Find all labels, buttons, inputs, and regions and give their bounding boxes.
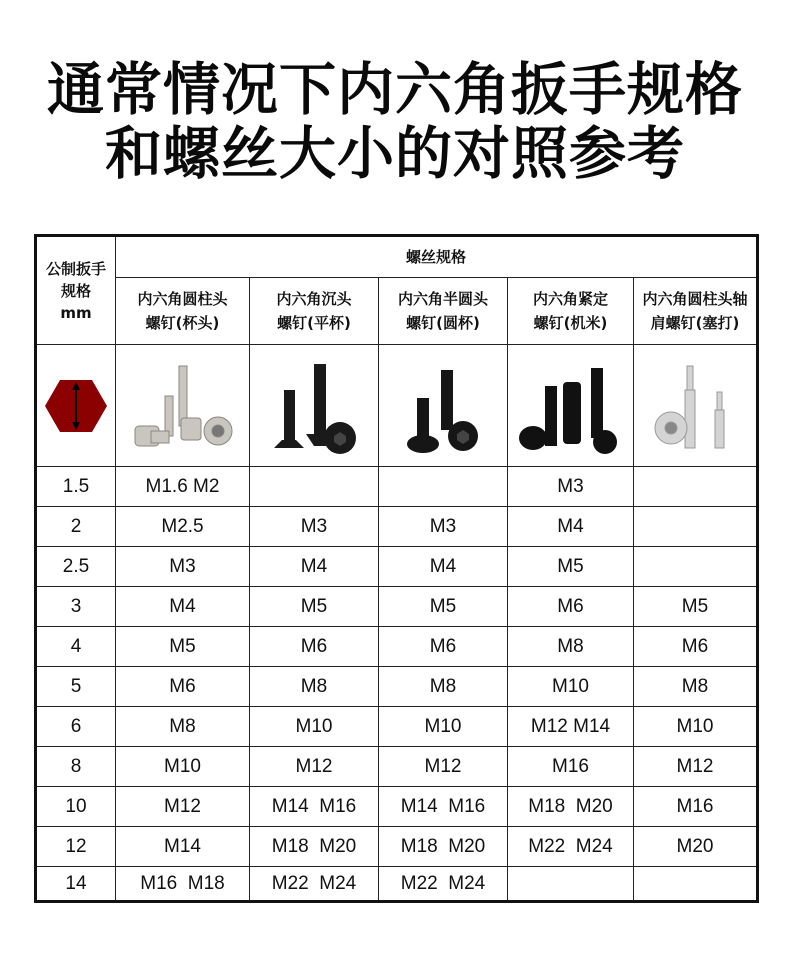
screw-size-cell: [250, 467, 379, 507]
wrench-screw-table: [34, 234, 759, 903]
screw-size-cell: M22 M24: [250, 867, 379, 902]
screw-size-cell: M18 M20: [508, 787, 634, 827]
column-header-3: [508, 278, 634, 345]
shoulder-screw-image: [634, 345, 758, 467]
screw-size-cell: M12: [379, 747, 508, 787]
column-header-text: 螺钉(杯头): [145, 314, 220, 332]
screw-size-cell: M1.6 M2: [116, 467, 250, 507]
table-row: [36, 467, 758, 507]
wrench-size-cell: 2: [36, 507, 116, 547]
screw-size-cell: M8: [250, 667, 379, 707]
header-text: mm: [60, 303, 92, 322]
wrench-size-cell: 12: [36, 827, 116, 867]
screw-size-cell: M3: [250, 507, 379, 547]
screw-size-cell: [508, 867, 634, 902]
screw-size-cell: M2.5: [116, 507, 250, 547]
screw-size-cell: M18 M20: [250, 827, 379, 867]
wrench-size-cell: 3: [36, 587, 116, 627]
screw-size-cell: M5: [634, 587, 758, 627]
screw-size-cell: M6: [508, 587, 634, 627]
screw-size-cell: M22 M24: [508, 827, 634, 867]
column-header-text: 内六角紧定: [532, 290, 608, 308]
screw-size-cell: M8: [379, 667, 508, 707]
wrench-size-cell: 6: [36, 707, 116, 747]
button-head-screw-image: [379, 345, 508, 467]
set-screw-image: [508, 345, 634, 467]
socket-cap-screw-image: [116, 345, 250, 467]
countersunk-screw-image: [250, 345, 379, 467]
screw-size-cell: M5: [508, 547, 634, 587]
screw-size-cell: M16 M18: [116, 867, 250, 902]
column-header-4: [634, 278, 758, 345]
screw-size-cell: M20: [634, 827, 758, 867]
column-header-text: 肩螺钉(塞打): [650, 314, 740, 332]
column-header-2: [379, 278, 508, 345]
screw-size-cell: M10: [250, 707, 379, 747]
screw-size-cell: M16: [508, 747, 634, 787]
screw-size-cell: M5: [116, 627, 250, 667]
screw-size-cell: [634, 467, 758, 507]
wrench-size-cell: 10: [36, 787, 116, 827]
screw-size-cell: M6: [250, 627, 379, 667]
screw-spec-header: 螺丝规格: [116, 236, 758, 278]
column-header-text: 螺钉(平杯): [277, 314, 351, 332]
table-row: [36, 547, 758, 587]
table-row: [36, 707, 758, 747]
table-row: [36, 867, 758, 902]
screw-size-cell: [379, 467, 508, 507]
table-row: [36, 787, 758, 827]
wrench-size-header: [36, 236, 116, 345]
screw-size-cell: M8: [508, 627, 634, 667]
screw-size-cell: M4: [116, 587, 250, 627]
table-row: [36, 747, 758, 787]
screw-size-cell: M10: [116, 747, 250, 787]
page-title-line1: 通常情况下内六角扳手规格: [47, 57, 743, 123]
screw-size-cell: M3: [379, 507, 508, 547]
screw-size-cell: M8: [116, 707, 250, 747]
screw-size-cell: M18 M20: [379, 827, 508, 867]
screw-size-cell: M22 M24: [379, 867, 508, 902]
wrench-size-cell: 5: [36, 667, 116, 707]
screw-size-cell: M3: [116, 547, 250, 587]
wrench-size-cell: 2.5: [36, 547, 116, 587]
wrench-size-cell: 8: [36, 747, 116, 787]
column-header-1: [250, 278, 379, 345]
screw-size-cell: M6: [116, 667, 250, 707]
screw-size-cell: M14: [116, 827, 250, 867]
screw-size-cell: M5: [379, 587, 508, 627]
table-row: [36, 507, 758, 547]
wrench-size-cell: 1.5: [36, 467, 116, 507]
screw-size-cell: M5: [250, 587, 379, 627]
column-header-text: 内六角半圆头: [397, 290, 488, 308]
column-header-text: 内六角圆柱头: [137, 290, 228, 308]
column-header-text: 螺钉(机米): [533, 314, 608, 332]
screw-size-cell: M12 M14: [508, 707, 634, 747]
screw-size-cell: M6: [379, 627, 508, 667]
table-row: [36, 827, 758, 867]
table-row: [36, 667, 758, 707]
column-header-text: 内六角圆柱头轴: [642, 290, 748, 308]
wrench-size-cell: 14: [36, 867, 116, 902]
hex-key-icon: [36, 345, 116, 467]
table-row: [36, 587, 758, 627]
column-header-text: 螺钉(圆杯): [406, 314, 480, 332]
screw-size-cell: [634, 867, 758, 902]
screw-size-cell: M8: [634, 667, 758, 707]
page-title-line2: 和螺丝大小的对照参考: [105, 121, 685, 187]
header-text: 规格: [60, 281, 91, 300]
wrench-size-cell: 4: [36, 627, 116, 667]
screw-size-cell: M4: [250, 547, 379, 587]
screw-size-cell: M16: [634, 787, 758, 827]
screw-size-cell: M6: [634, 627, 758, 667]
column-header-0: [116, 278, 250, 345]
screw-size-cell: M10: [379, 707, 508, 747]
screw-size-cell: M12: [250, 747, 379, 787]
header-text: 公制扳手: [45, 259, 106, 278]
screw-size-cell: [634, 507, 758, 547]
screw-size-cell: M4: [379, 547, 508, 587]
column-header-text: 内六角沉头: [276, 290, 352, 308]
screw-size-cell: M12: [634, 747, 758, 787]
screw-size-cell: M14 M16: [250, 787, 379, 827]
screw-size-cell: M4: [508, 507, 634, 547]
screw-size-cell: M3: [508, 467, 634, 507]
table-row: [36, 627, 758, 667]
screw-size-cell: M12: [116, 787, 250, 827]
screw-size-cell: M14 M16: [379, 787, 508, 827]
screw-size-cell: M10: [508, 667, 634, 707]
screw-size-cell: M10: [634, 707, 758, 747]
screw-size-cell: [634, 547, 758, 587]
